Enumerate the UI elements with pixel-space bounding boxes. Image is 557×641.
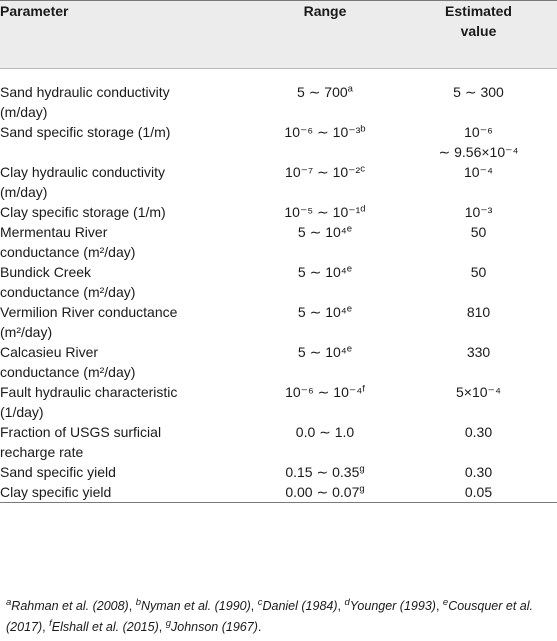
estimated-cell (400, 162, 557, 202)
range-cell (250, 342, 400, 382)
footnote-separator: , (250, 599, 258, 613)
parameter-name-line2: (m²/day) (0, 324, 53, 340)
table-row (0, 482, 557, 503)
estimated-cell (400, 302, 557, 342)
footnote-separator: , (128, 599, 136, 613)
footnote-mark: g (165, 617, 171, 629)
range-value: 0.0 ∼ 1.0 (295, 424, 355, 440)
range-value: 10⁻⁶ ∼ 10⁻³ (284, 124, 361, 140)
footnote-mark: f (49, 617, 52, 629)
range-value: 10⁻⁷ ∼ 10⁻² (285, 164, 361, 180)
footnote-citation: Younger (1993) (349, 599, 436, 613)
parameter-name: Sand specific storage (1/m) (0, 124, 171, 140)
range-cell (250, 422, 400, 462)
parameter-name: Clay hydraulic conductivity (0, 164, 165, 180)
estimated-cell (400, 482, 557, 503)
range-value: 5 ∼ 10⁴ (297, 344, 347, 360)
table-footnotes (6, 596, 551, 638)
footnote-separator: , (435, 599, 443, 613)
range-value: 0.15 ∼ 0.35 (285, 464, 360, 480)
header-estimated-line2: value (460, 23, 497, 39)
estimated-cell (400, 382, 557, 422)
parameter-name-line2: conductance (m²/day) (0, 364, 136, 380)
footnote-separator: , (158, 620, 166, 634)
parameter-name: Clay specific yield (0, 484, 112, 500)
range-source-mark: a (347, 83, 353, 95)
footnote-mark: d (344, 596, 350, 608)
estimated-cell (400, 342, 557, 382)
table-row (0, 69, 557, 123)
range-cell (250, 162, 400, 202)
estimated-cell (400, 422, 557, 462)
estimated-value: 5 ∼ 300 (453, 84, 504, 100)
footnote-mark: b (135, 596, 141, 608)
estimated-cell (400, 202, 557, 222)
header-row (0, 1, 557, 69)
range-cell (250, 202, 400, 222)
range-value: 10⁻⁵ ∼ 10⁻¹ (284, 204, 361, 220)
footnote-citation: Cousquer et al. (2017) (6, 599, 533, 634)
range-source-mark: c (360, 163, 365, 175)
footnote-citation: Rahman et al. (2008) (11, 599, 129, 613)
footnote-separator: , (42, 620, 50, 634)
range-cell (250, 122, 400, 162)
parameter-cell (0, 122, 250, 162)
header-estimated-value (400, 1, 557, 69)
estimated-value: 50 (470, 264, 487, 280)
range-source-mark: b (360, 123, 366, 135)
estimated-value: 330 (466, 344, 491, 360)
estimated-value: 10⁻⁴ (464, 164, 493, 180)
parameter-name-line2: conductance (m²/day) (0, 284, 136, 300)
range-value: 5 ∼ 700 (297, 84, 348, 100)
table-body (0, 69, 557, 503)
parameter-cell (0, 222, 250, 262)
parameter-name-line2: (m/day) (0, 184, 48, 200)
parameter-name-line2: (1/day) (0, 404, 44, 420)
estimated-value: 0.30 (464, 424, 493, 440)
estimated-value: 50 (470, 224, 487, 240)
parameter-name: Clay specific storage (1/m) (0, 204, 166, 220)
estimated-value: 810 (466, 304, 491, 320)
parameter-cell (0, 482, 250, 503)
footnote-mark: a (6, 596, 12, 608)
table-row (0, 342, 557, 382)
estimated-value: 10⁻⁶ (464, 124, 493, 140)
footnote-citation: Nyman et al. (1990) (140, 599, 251, 613)
parameter-name: Fault hydraulic characteristic (0, 384, 178, 400)
estimated-value: 0.05 (464, 484, 493, 500)
range-source-mark: e (346, 303, 353, 315)
range-value: 0.00 ∼ 0.07 (285, 484, 360, 500)
table-row (0, 462, 557, 482)
estimated-value-line2: ∼ 9.56×10⁻⁴ (438, 144, 519, 160)
table-row (0, 422, 557, 462)
footnote-separator: . (257, 620, 262, 634)
parameter-name-line2: recharge rate (0, 444, 84, 460)
table-row (0, 302, 557, 342)
range-source-mark: g (359, 463, 365, 475)
table-row (0, 202, 557, 222)
parameter-name: Bundick Creek (0, 264, 92, 280)
range-value: 5 ∼ 10⁴ (297, 224, 347, 240)
range-source-mark: g (359, 483, 365, 495)
parameter-cell (0, 462, 250, 482)
estimated-cell (400, 222, 557, 262)
table-row (0, 122, 557, 162)
header-range: Range (250, 1, 400, 69)
footnote-citation: Elshall et al. (2015) (51, 620, 159, 634)
estimated-value: 10⁻³ (464, 204, 493, 220)
footnote-mark: e (442, 596, 449, 608)
range-cell (250, 382, 400, 422)
parameter-name: Vermilion River conductance (0, 304, 178, 320)
range-source-mark: e (346, 343, 353, 355)
range-source-mark: e (346, 263, 353, 275)
range-cell (250, 302, 400, 342)
table-row (0, 262, 557, 302)
footnote-citation: Daniel (1984) (262, 599, 338, 613)
range-cell (250, 262, 400, 302)
range-cell (250, 482, 400, 503)
header-estimated-line1: Estimated (445, 3, 512, 19)
parameter-name: Sand specific yield (0, 464, 116, 480)
range-value: 5 ∼ 10⁴ (297, 264, 347, 280)
range-cell (250, 462, 400, 482)
parameter-name: Fraction of USGS surficial (0, 424, 162, 440)
range-cell (250, 222, 400, 262)
table-row (0, 222, 557, 262)
parameter-name: Sand hydraulic conductivity (0, 84, 170, 100)
parameter-cell (0, 382, 250, 422)
parameter-cell (0, 69, 250, 123)
range-value: 5 ∼ 10⁴ (297, 304, 347, 320)
estimated-value: 5×10⁻⁴ (456, 384, 501, 400)
footnote-separator: , (337, 599, 345, 613)
table-row (0, 382, 557, 422)
parameter-cell (0, 302, 250, 342)
estimated-value: 0.30 (464, 464, 493, 480)
parameter-cell (0, 162, 250, 202)
parameter-name: Mermentau River (0, 224, 108, 240)
header-parameter: Parameter (0, 1, 250, 69)
parameter-cell (0, 202, 250, 222)
parameter-name: Calcasieu River (0, 344, 99, 360)
range-source-mark: d (360, 203, 366, 215)
parameter-cell (0, 422, 250, 462)
parameter-cell (0, 262, 250, 302)
footnote-mark: c (257, 596, 263, 608)
range-source-mark: e (346, 223, 353, 235)
parameter-name-line2: (m/day) (0, 104, 48, 120)
table-header (0, 1, 557, 69)
range-value: 10⁻⁶ ∼ 10⁻⁴ (285, 384, 363, 400)
footnote-citation: Johnson (1967) (171, 620, 258, 634)
parameter-cell (0, 342, 250, 382)
range-cell (250, 69, 400, 123)
estimated-cell (400, 122, 557, 162)
estimated-cell (400, 462, 557, 482)
parameter-name-line2: conductance (m²/day) (0, 244, 136, 260)
range-source-mark: f (362, 383, 365, 395)
estimated-cell (400, 69, 557, 123)
table-row (0, 162, 557, 202)
estimated-cell (400, 262, 557, 302)
